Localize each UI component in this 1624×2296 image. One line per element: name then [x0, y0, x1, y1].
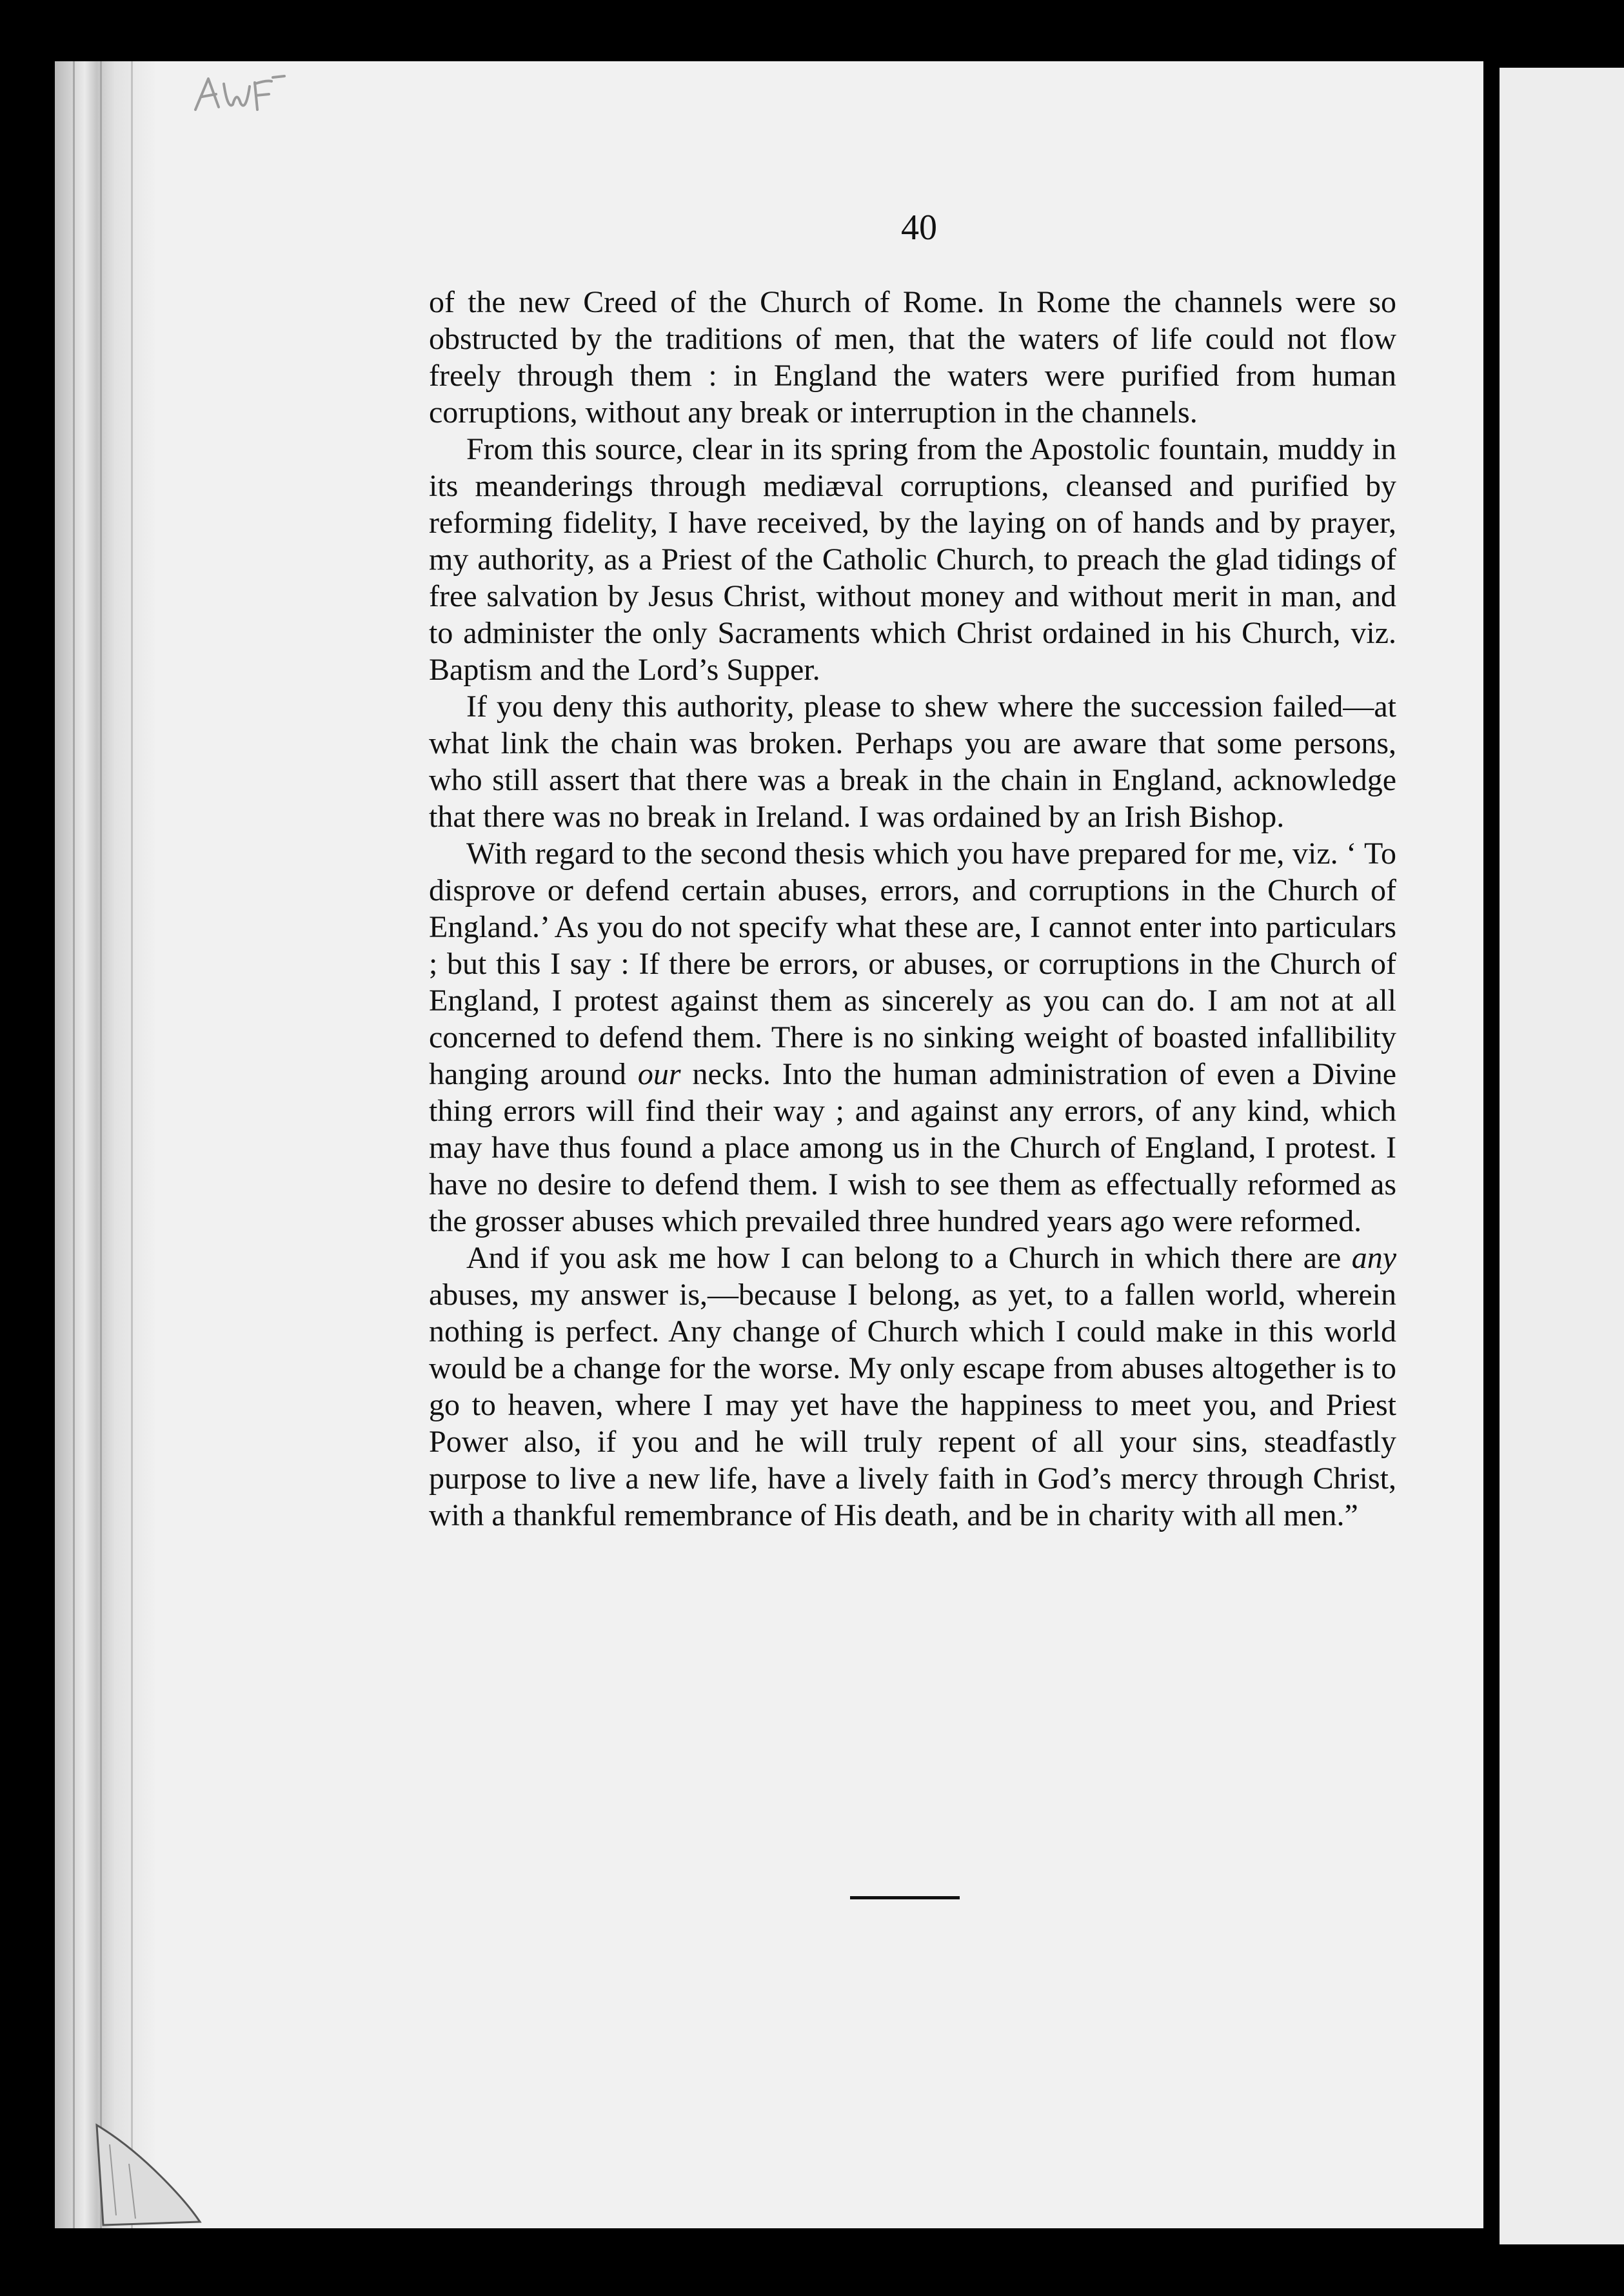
text-run: And if you ask me how I can belong to a Church in which there are [466, 1241, 1352, 1275]
next-page-edge [1500, 68, 1624, 2244]
italic-text-run: our [637, 1057, 681, 1091]
text-run: If you deny this authority, please to shew where the succession failed—at what link the chain was broken. Perhaps you are aware that some persons, who still assert that there was a break in the chain in England, acknowledge that there was no break in Ireland. I was ordained by an Irish Bishop. [429, 689, 1396, 834]
italic-text-run: any [1351, 1241, 1396, 1275]
page-number: 40 [901, 208, 937, 248]
paragraph [429, 688, 1396, 835]
text-run: necks. Into the human administration of even a Divine thing errors will find their way ; and against any errors, of any kind, which may have thus found a place among us in the Church of England, I protest. I have no desire to defend them. I wish to see them as effectually reformed as the grosser abuses which prevailed three hundred years ago were reformed. [429, 1057, 1396, 1238]
pencil-scribble-mark [190, 64, 293, 123]
binding-fold-line [131, 61, 133, 2228]
text-run: of the new Creed of the Church of Rome. In Rome the channels were so obstructed by the traditions of men, that the waters of life could not flow freely through them : in England the waters were purified from human corruptions, without any break or interruption in the channels. [429, 285, 1396, 430]
end-rule-divider [850, 1896, 960, 1899]
paragraph [429, 284, 1396, 431]
binding-fold-line [100, 61, 102, 2228]
page-binding-edge [55, 61, 155, 2228]
text-run: abuses, my answer is,—because I belong, as yet, to a fallen world, wherein nothing is perfect. Any change of Church which I could make in this world would be a change for the worse. My only escape from abuses altogether is to go to heaven, where I may yet have the happiness to meet you, and Priest Power also, if you and he will truly repent of all your sins, steadfastly purpose to live a new life, have a lively faith in God’s mercy through Christ, with a thankful remembrance of His death, and be in charity with all men.” [429, 1278, 1396, 1532]
text-run: From this source, clear in its spring from the Apostolic fountain, muddy in its meanderings through mediæval corruptions, cleansed and purified by reforming fidelity, I have received, by the laying on of hands and by prayer, my authority, as a Priest of the Catholic Church, to preach the glad tidings of free salvation by Jesus Christ, without money and without merit in man, and to administer the only Sacraments which Christ ordained in his Church, viz. Baptism and the Lord’s Supper. [429, 432, 1396, 687]
paragraph [429, 835, 1396, 1240]
paragraph [429, 431, 1396, 688]
body-text [429, 284, 1396, 1534]
binding-fold-line [73, 61, 75, 2228]
torn-page-corner [90, 2119, 206, 2228]
paragraph [429, 1240, 1396, 1534]
text-run: With regard to the second thesis which you have prepared for me, viz. ‘ To disprove or defend certain abuses, errors, and corruptions in the Church of England.’ As you do not specify what these are, I cannot enter into particulars ; but this I say : If there be errors, or abuses, or corruptions in the Church of England, I protest against them as sincerely as you can do. I am not at all concerned to defend them. There is no sinking weight of boasted infallibility hanging around [429, 836, 1396, 1091]
